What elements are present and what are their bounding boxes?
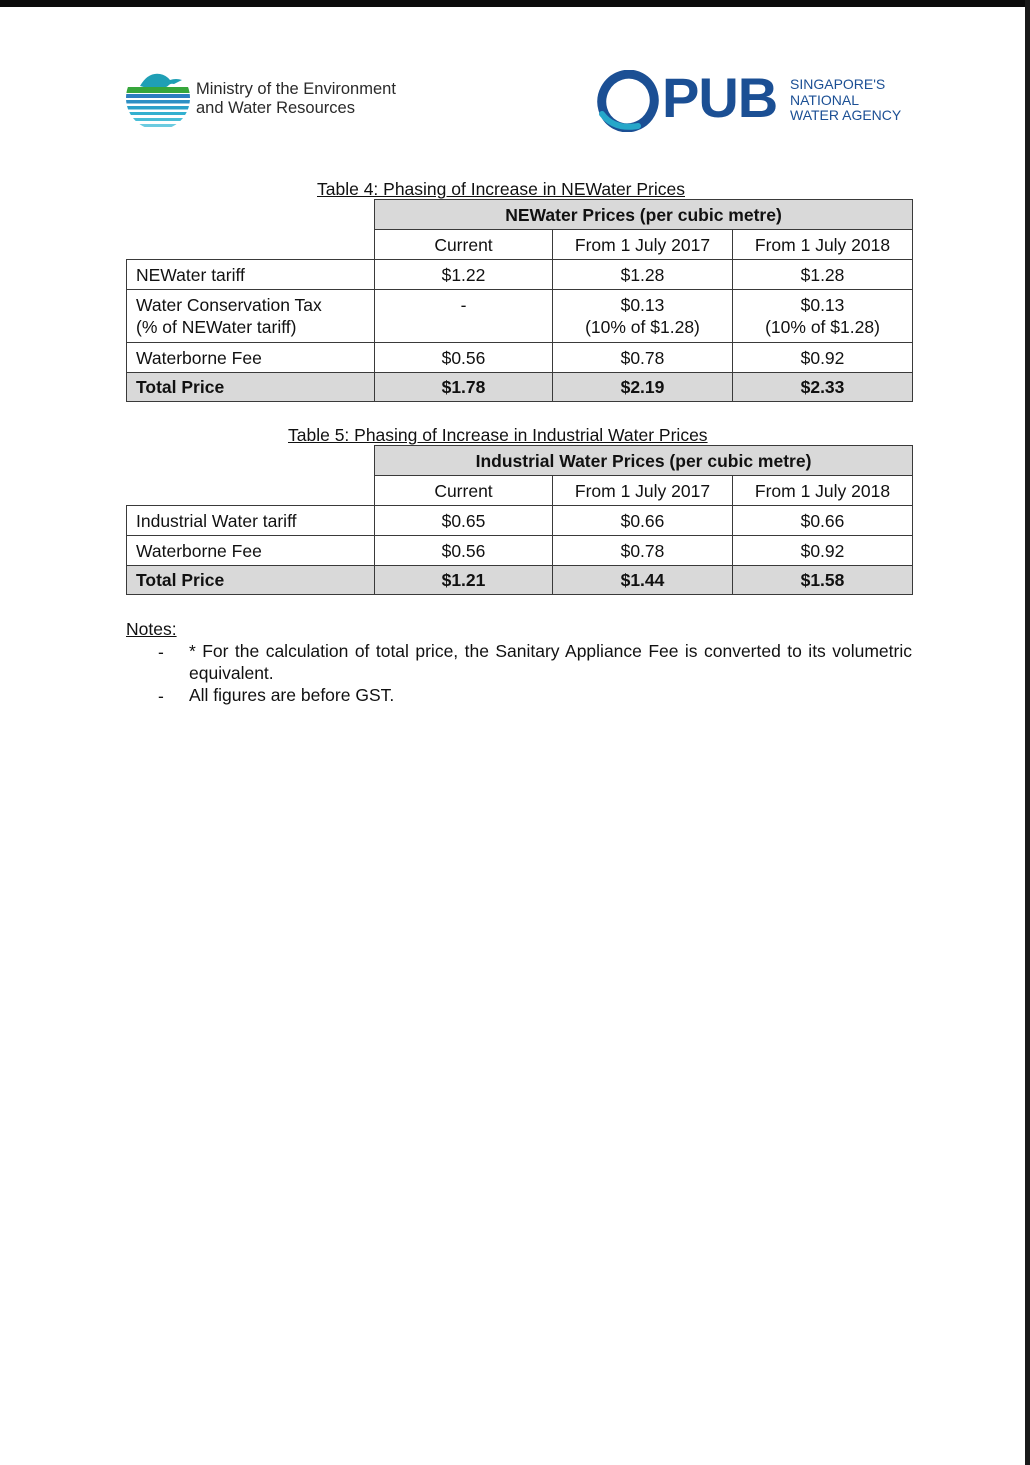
table-row <box>127 343 913 373</box>
cell-2018 <box>733 290 913 343</box>
table-row <box>127 506 913 536</box>
mewr-logo-icon <box>126 66 190 130</box>
page-right-border <box>1025 0 1030 1465</box>
row-label: Waterborne Fee <box>127 536 375 566</box>
cell-2017: $0.78 <box>553 536 733 566</box>
pub-tagline-line3: WATER AGENCY <box>790 107 902 123</box>
ministry-name <box>196 80 396 118</box>
ministry-name-line1: Ministry of the Environment <box>196 80 396 98</box>
row-label: Total Price <box>127 566 375 595</box>
cell-2017: $1.28 <box>553 260 733 290</box>
table-total-row <box>127 566 913 595</box>
cell-2018: $0.92 <box>733 343 913 373</box>
pub-tagline <box>790 77 901 124</box>
table-total-row <box>127 373 913 402</box>
cell-current: $1.21 <box>375 566 553 595</box>
cell-2017-line2: (10% of $1.28) <box>585 317 700 337</box>
row-label: Total Price <box>127 373 375 402</box>
table-row <box>127 536 913 566</box>
table4-group-header: NEWater Prices (per cubic metre) <box>375 200 913 230</box>
cell-2018-line1: $0.13 <box>800 295 845 315</box>
cell-2017: $2.19 <box>553 373 733 402</box>
table4-col-2018: From 1 July 2018 <box>733 230 913 260</box>
cell-2017 <box>553 290 733 343</box>
cell-current: $1.78 <box>375 373 553 402</box>
cell-current: $0.56 <box>375 536 553 566</box>
row-label <box>127 290 375 343</box>
table5-col-2017: From 1 July 2017 <box>553 476 733 506</box>
cell-current: - <box>375 290 553 343</box>
note-item: All figures are before GST. <box>189 685 395 705</box>
table5-group-header: Industrial Water Prices (per cubic metre) <box>375 446 913 476</box>
note-bullet: - <box>158 686 164 706</box>
row-label: Industrial Water tariff <box>127 506 375 536</box>
cell-current: $0.56 <box>375 343 553 373</box>
note-item: * For the calculation of total price, the Sanitary Appliance Fee is converted to its volumetric equivalent. <box>189 641 912 683</box>
cell-2018: $2.33 <box>733 373 913 402</box>
notes-title: Notes: <box>126 619 177 639</box>
table5-col-current: Current <box>375 476 553 506</box>
pub-tagline-line1: SINGAPORE'S <box>790 76 886 92</box>
row-label: NEWater tariff <box>127 260 375 290</box>
cell-2018: $1.58 <box>733 566 913 595</box>
table5-col-2018: From 1 July 2018 <box>733 476 913 506</box>
cell-2017: $1.44 <box>553 566 733 595</box>
row-label: Waterborne Fee <box>127 343 375 373</box>
table4-newater-prices <box>126 199 913 402</box>
cell-2018: $0.92 <box>733 536 913 566</box>
table4-caption: Table 4: Phasing of Increase in NEWater Prices <box>317 179 685 199</box>
note-bullet: - <box>158 642 164 662</box>
cell-2018-line2: (10% of $1.28) <box>765 317 880 337</box>
pub-tagline-line2: NATIONAL <box>790 91 859 108</box>
row-label-line1: Water Conservation Tax <box>136 295 322 315</box>
cell-2018: $0.66 <box>733 506 913 536</box>
row-label-line2: (% of NEWater tariff) <box>136 317 297 337</box>
cell-2017-line1: $0.13 <box>620 295 665 315</box>
pub-wordmark: PUB <box>662 66 778 129</box>
page-top-border <box>0 0 1030 7</box>
table4-col-2017: From 1 July 2017 <box>553 230 733 260</box>
table-row <box>127 290 913 343</box>
cell-current: $0.65 <box>375 506 553 536</box>
table4-col-current: Current <box>375 230 553 260</box>
table5-industrial-water-prices <box>126 445 913 595</box>
table5-caption: Table 5: Phasing of Increase in Industrial Water Prices <box>288 425 708 445</box>
cell-2018: $1.28 <box>733 260 913 290</box>
cell-2017: $0.66 <box>553 506 733 536</box>
cell-2017: $0.78 <box>553 343 733 373</box>
cell-current: $1.22 <box>375 260 553 290</box>
ministry-name-line2: and Water Resources <box>196 99 355 117</box>
table-row <box>127 260 913 290</box>
